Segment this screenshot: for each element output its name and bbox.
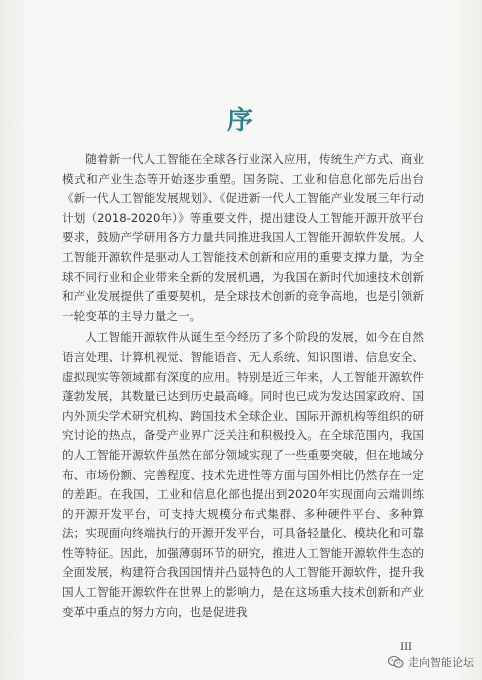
watermark-text: 走向智能论坛 bbox=[408, 656, 474, 669]
page-title: 序 bbox=[226, 106, 255, 136]
paragraph: 人工智能开源软件从诞生至今经历了多个阶段的发展，如今在自然语言处理、计算机视觉、智能语音、无人系统、知识图谱、信息安全、虚拟现实等领域都有深度的应用。特别是近三年来，人工智能开源软件蓬勃发展，其数量已达到历史最高峰。同时也已成为发达国家政府、国内外顶尖学术研究机构、跨国技术全球企业、国际开源机构等组织的研究讨论的热点，备受产业界广泛关注和积极投入。在全球范围内，我国的人工智能开源软件虽然在部分领域实现了一些重要突破，但在地域分布、市场份额、完善程度、技术先进性等方面与国外相比仍然存在一定的差距。在我国，工业和信息化部也提出到2020年实现面向云端训练的开源开发平台，可支持大规模分布式集群、多种硬件平台、多种算法；实现面向终端执行的开源开发平台，可具备轻量化、模块化和可靠性等特征。因此，加强薄弱环节的研究，推进人工智能开源软件生态的全面发展，构建符合我国国情并凸显特色的人工智能开源软件，提升我国人工智能开源软件在世界上的影响力，是在这场重大技术创新和产业变革中重点的努力方向，也是促进我 bbox=[62, 330, 424, 619]
page-number: III bbox=[400, 642, 412, 653]
paragraph: 随着新一代人工智能在全球各行业深入应用，传统生产方式、商业模式和产业生态等开始逐步重塑。国务院、工业和信息化部先后出台《新一代人工智能发展规划》、《促进新一代人工智能产业发展三年行动计划（2018-2020年）》等重要文件，提出建设人工智能开源开放平台要求，鼓励产学研用各方力量共同推进我国人工智能开源软件发展。人工智能开源软件是驱动人工智能技术创新和应用的重要支撑力量，为全球不同行业和企业带来全新的发展机遇，为我国在新时代加速技术创新和产业发展提供了重要契机，是全球技术创新的竞争高地，也是引领新一轮变革的主导力量之一。 bbox=[62, 152, 424, 323]
body-text bbox=[62, 150, 424, 624]
wechat-icon bbox=[388, 655, 404, 669]
watermark bbox=[388, 654, 474, 670]
